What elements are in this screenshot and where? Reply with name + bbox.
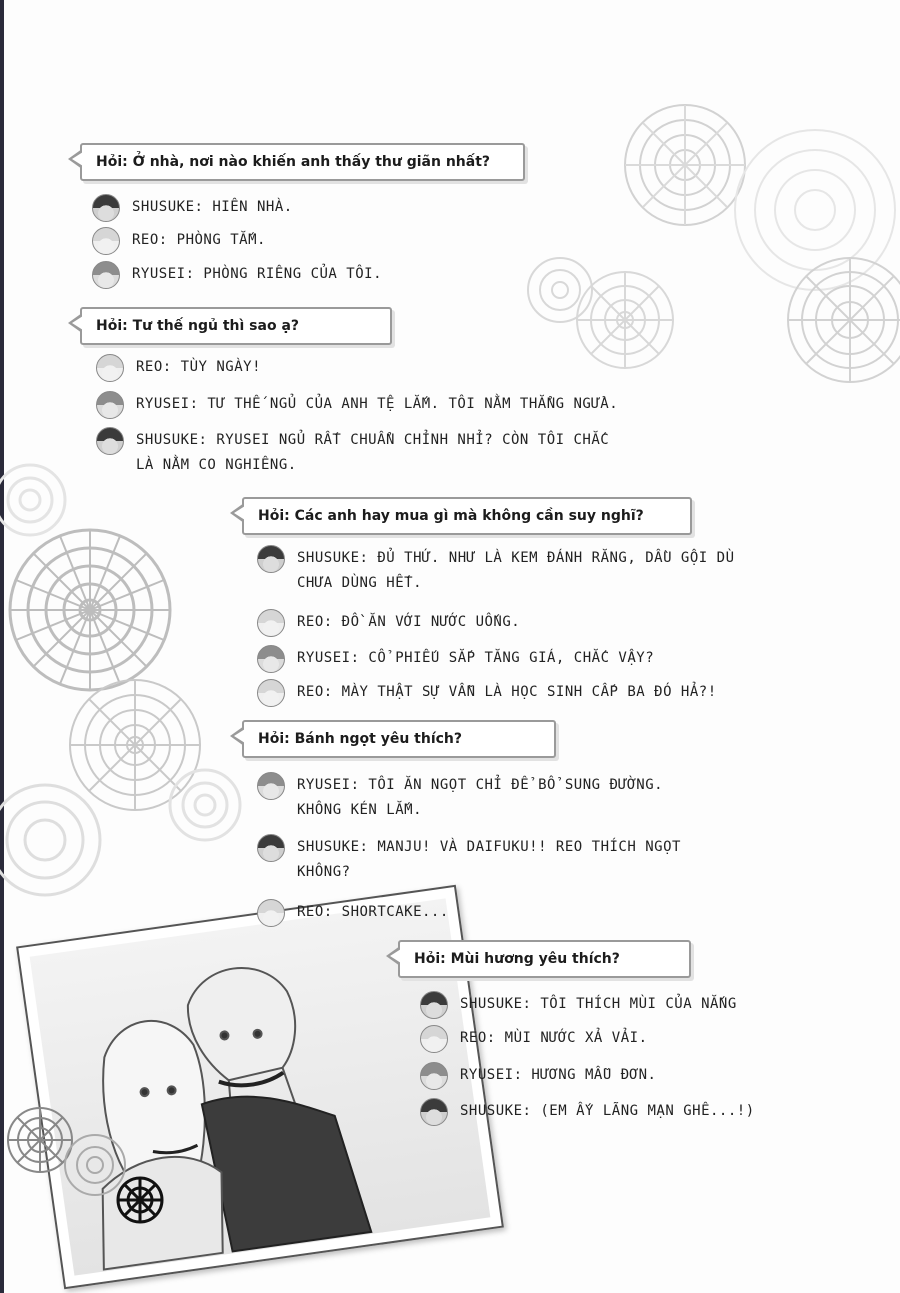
question-text-1: Hỏi: Ở nhà, nơi nào khiến anh thấy thư giãn nhất?: [96, 154, 491, 170]
chrysanthemum-decoration-mid-right: [525, 250, 685, 380]
shusuke-avatar-icon: [257, 545, 285, 573]
reo-avatar-icon: [257, 609, 285, 637]
answer-text-line-2: CHƯA DÙNG HẾT.: [297, 575, 423, 591]
answer-text-line-2: KHÔNG?: [297, 864, 351, 880]
answer-text: SHUSUKE: HIÊN NHÀ.: [132, 199, 293, 215]
answer-text: REO: SHORTCAKE...: [297, 904, 449, 920]
answer-text-line-2: LÀ NẰM CO NGHIÊNG.: [136, 457, 297, 473]
answer-text: REO: TÙY NGÀY!: [136, 359, 262, 375]
answer-text: RYUSEI: CỔ PHIẾU SẮP TĂNG GIÁ, CHẮC VẬY?: [297, 650, 655, 666]
answer-text: REO: ĐỒ ĂN VỚI NƯỚC UỐNG.: [297, 614, 521, 630]
question-bubble-4: [242, 720, 556, 758]
answer-text: REO: MÙI NƯỚC XẢ VẢI.: [460, 1030, 648, 1046]
shusuke-avatar-icon: [92, 194, 120, 222]
answer-text: SHUSUKE: (EM ẤY LÃNG MẠN GHÊ...!): [460, 1103, 755, 1119]
answer-text: SHUSUKE: TÔI THÍCH MÙI CỦA NẮNG: [460, 996, 737, 1012]
ryusei-avatar-icon: [257, 645, 285, 673]
reo-avatar-icon: [92, 227, 120, 255]
answer-text: SHUSUKE: MANJU! VÀ DAIFUKU!! REO THÍCH NGỌT: [297, 839, 681, 855]
question-bubble-3: [242, 497, 692, 535]
ryusei-avatar-icon: [96, 391, 124, 419]
question-bubble-2: [80, 307, 392, 345]
answer-text: REO: PHÒNG TẮM.: [132, 232, 266, 248]
ryusei-avatar-icon: [420, 1062, 448, 1090]
answer-text: RYUSEI: TÔI ĂN NGỌT CHỈ ĐỂ BỔ SUNG ĐƯỜNG.: [297, 777, 664, 793]
reo-avatar-icon: [257, 679, 285, 707]
reo-avatar-icon: [96, 354, 124, 382]
question-text-2: Hỏi: Tư thế ngủ thì sao ạ?: [96, 318, 300, 334]
question-text-5: Hỏi: Mùi hương yêu thích?: [414, 951, 620, 967]
ryusei-avatar-icon: [92, 261, 120, 289]
chrysanthemum-decoration-bottom-left: [0, 1080, 190, 1240]
reo-avatar-icon: [420, 1025, 448, 1053]
shusuke-avatar-icon: [420, 1098, 448, 1126]
answer-text: REO: MÀY THẬT SỰ VẪN LÀ HỌC SINH CẤP BA ĐÓ HẢ?!: [297, 684, 717, 700]
chrysanthemum-decoration-left: [0, 460, 260, 900]
question-bubble-5: [398, 940, 691, 978]
shusuke-avatar-icon: [257, 834, 285, 862]
question-text-3: Hỏi: Các anh hay mua gì mà không cần suy nghĩ?: [258, 508, 644, 524]
ryusei-avatar-icon: [257, 772, 285, 800]
answer-text: RYUSEI: PHÒNG RIÊNG CỦA TÔI.: [132, 266, 383, 282]
answer-text: SHUSUKE: RYUSEI NGỦ RẤT CHUẨN CHỈNH NHỈ? CÒN TÔI CHẮC: [136, 432, 610, 448]
shusuke-avatar-icon: [420, 991, 448, 1019]
answer-text: RYUSEI: TƯ THẾ NGỦ CỦA ANH TỆ LẮM. TÔI NẰM THẲNG NGỬA.: [136, 396, 619, 412]
answer-text: RYUSEI: HƯƠNG MẪU ĐƠN.: [460, 1067, 657, 1083]
shusuke-avatar-icon: [96, 427, 124, 455]
answer-text: SHUSUKE: ĐỦ THỨ. NHƯ LÀ KEM ĐÁNH RĂNG, DẦU GỘI DÙ: [297, 550, 735, 566]
answer-text-line-2: KHÔNG KÉN LẮM.: [297, 802, 423, 818]
question-bubble-1: [80, 143, 525, 181]
reo-avatar-icon: [257, 899, 285, 927]
question-text-4: Hỏi: Bánh ngọt yêu thích?: [258, 731, 463, 747]
